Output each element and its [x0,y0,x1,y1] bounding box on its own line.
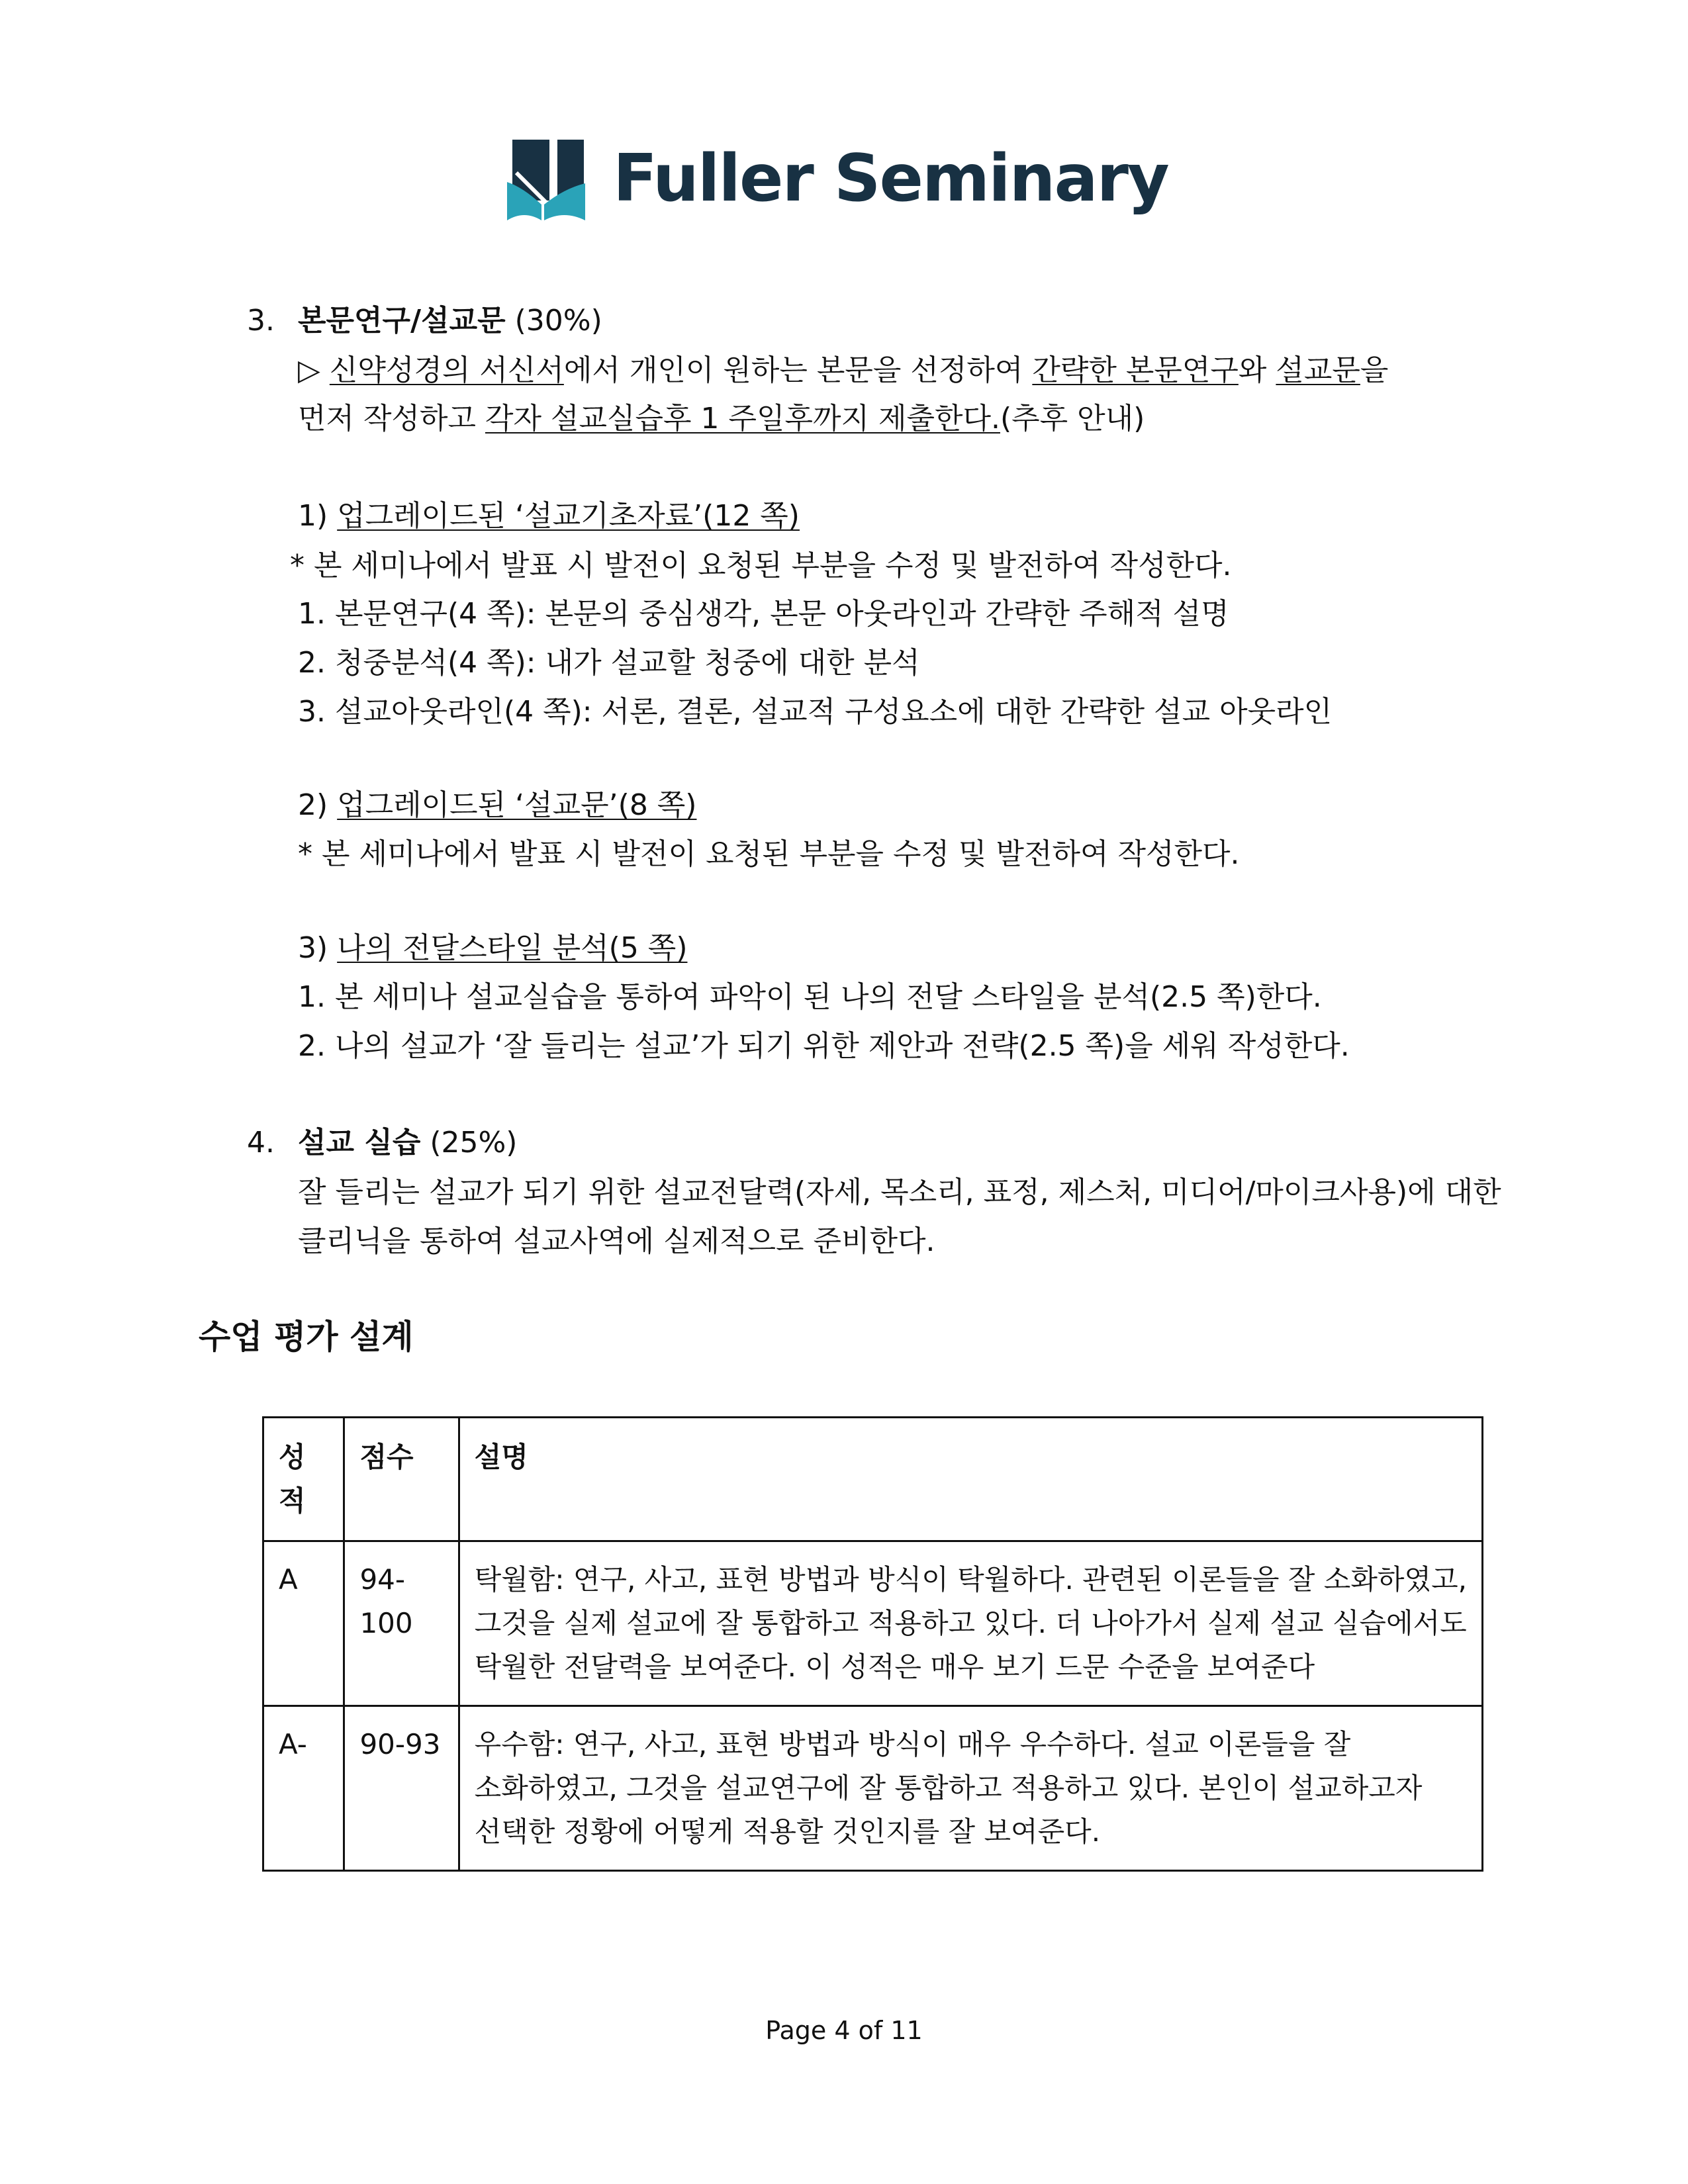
description-line: 그것을 실제 설교에 잘 통합하고 적용하고 있다. 더 나아가서 실제 설교 실습에서도 [474,1607,1467,1639]
grade-cell: A [263,1541,344,1706]
section3-title: 본문연구/설교문 [298,304,506,338]
grade-table [262,1416,1483,1872]
description-cell [459,1706,1482,1871]
intro-text: 먼저 작성하고 [298,402,485,435]
grade-cell: A- [263,1706,344,1871]
intro-underlined-sermon: 설교문 [1276,353,1360,387]
sub1-item: 3. 설교아웃라인(4 쪽): 서론, 결론, 설교적 구성요소에 대한 간략한 설교 아웃라인 [298,695,1333,729]
page-number: Page 4 of 11 [765,2016,923,2045]
section3-number: 3. [247,304,275,338]
section3-weight: (30%) [514,304,602,338]
intro-underlined-epistles: 신약성경의 서신서 [329,353,564,387]
description-line: 선택한 정황에 어떻게 적용할 것인지를 잘 보여준다. [474,1815,1101,1848]
table-row [263,1541,1483,1706]
score-cell [344,1541,459,1706]
intro-text: (추후 안내) [1000,402,1145,435]
sub1-item: 2. 청중분석(4 쪽): 내가 설교할 청중에 대한 분석 [298,646,920,680]
section4-text: 잘 들리는 설교가 되기 위한 설교전달력(자세, 목소리, 표정, 제스처, 미디어/마이크사용)에 대한 [298,1175,1501,1209]
section4-weight: (25%) [430,1126,518,1160]
sub2-note: * 본 세미나에서 발표 시 발전이 요청된 부분을 수정 및 발전하여 작성한다. [298,837,1240,871]
intro-underlined-study: 간략한 본문연구 [1032,353,1239,387]
score-line: 90-93 [359,1728,441,1760]
fuller-logo [503,132,1168,225]
section4-title: 설교 실습 [298,1126,421,1160]
table-row [263,1706,1483,1871]
section4-number: 4. [247,1126,275,1160]
score-cell [344,1706,459,1871]
header-grade: 성적 [263,1418,344,1541]
intro-text: 와 [1238,353,1276,387]
table-header-row [263,1418,1483,1541]
book-icon [503,136,589,222]
intro-underlined-deadline: 각자 설교실습후 1 주일후까지 제출한다. [485,402,1000,435]
section3-title-line [298,301,602,341]
header-score: 점수 [344,1418,459,1541]
sub3-item: 2. 나의 설교가 ‘잘 들리는 설교’가 되기 위한 제안과 전략(2.5 쪽)을 세워 작성한다. [298,1029,1350,1063]
sub1-note: * 본 세미나에서 발표 시 발전이 요청된 부분을 수정 및 발전하여 작성한다. [290,549,1232,582]
triangle-marker: ▷ [298,353,330,387]
description-line: 소화하였고, 그것을 설교연구에 잘 통합하고 적용하고 있다. 본인이 설교하고자 [474,1772,1423,1804]
sub2-title: 업그레이드된 ‘설교문’(8 쪽) [337,788,697,822]
sub3-item: 1. 본 세미나 설교실습을 통하여 파악이 된 나의 전달 스타일을 분석(2.5 쪽)한다. [298,980,1322,1014]
section4-title-line [298,1123,517,1163]
sub2-prefix: 2) [298,788,338,822]
header-description: 설명 [459,1418,1482,1541]
sub1-item: 1. 본문연구(4 쪽): 본문의 중심생각, 본문 아웃라인과 간략한 주해적 설명 [298,597,1229,631]
intro-text: 을 [1360,353,1389,387]
section3-intro-line1 [298,351,1388,390]
section4-text: 클리닉을 통하여 설교사역에 실제적으로 준비한다. [298,1224,935,1258]
sub2-title-line [298,786,696,825]
logo-text: Fuller Seminary [613,141,1168,216]
description-cell [459,1541,1482,1706]
evaluation-heading: 수업 평가 설계 [199,1318,414,1356]
sub3-title: 나의 전달스타일 분석(5 쪽) [337,931,688,965]
score-line: 94- [359,1563,406,1596]
description-line: 탁월함: 연구, 사고, 표현 방법과 방식이 탁월하다. 관련된 이론들을 잘 소화하였고, [474,1563,1467,1596]
sub1-title: 업그레이드된 ‘설교기초자료’(12 쪽) [337,499,800,533]
score-line: 100 [359,1607,413,1639]
description-line: 우수함: 연구, 사고, 표현 방법과 방식이 매우 우수하다. 설교 이론들을 잘 [474,1728,1351,1760]
sub1-title-line [298,496,800,536]
sub3-prefix: 3) [298,931,338,965]
description-line: 탁월한 전달력을 보여준다. 이 성적은 매우 보기 드문 수준을 보여준다 [474,1651,1315,1683]
intro-text: 에서 개인이 원하는 본문을 선정하여 [563,353,1033,387]
section3-intro-line2 [298,399,1145,439]
sub1-prefix: 1) [298,499,338,533]
sub3-title-line [298,929,687,968]
